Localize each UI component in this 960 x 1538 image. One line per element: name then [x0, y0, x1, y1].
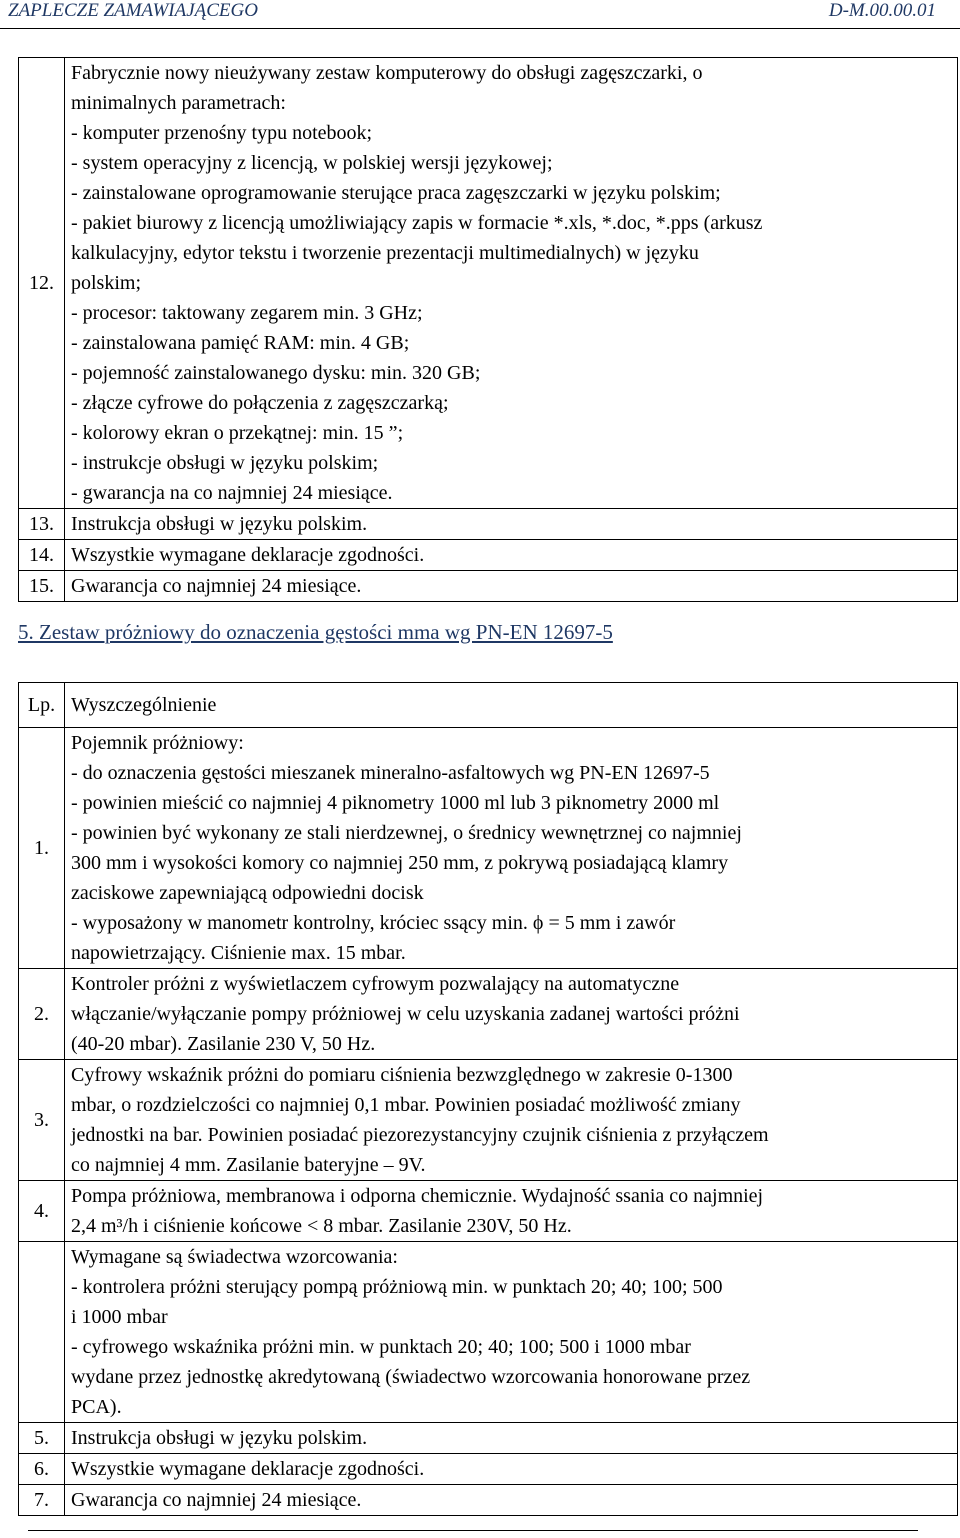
- description-line: 300 mm i wysokości komory co najmniej 250 mm, z pokrywą posiadającą klamry: [71, 852, 729, 874]
- row-description: [65, 728, 958, 969]
- description-line: Instrukcja obsługi w języku polskim.: [71, 513, 368, 535]
- table-header-row: [19, 683, 958, 728]
- description-line: - powinien mieścić co najmniej 4 piknometry 1000 ml lub 3 piknometry 2000 ml: [71, 792, 720, 814]
- description-line: - kolorowy ekran o przekątnej: min. 15 ”;: [71, 422, 404, 444]
- description-line: - wyposażony w manometr kontrolny, króciec ssący min. ϕ = 5 mm i zawór: [71, 912, 676, 934]
- header-title: ZAPLECZE ZAMAWIAJĄCEGO: [8, 0, 258, 21]
- document-code: D-M.00.00.01: [828, 0, 936, 21]
- table-row: [19, 540, 958, 571]
- header-lp: Lp.: [19, 683, 65, 728]
- row-number: [19, 1242, 65, 1423]
- description-line: - komputer przenośny typu notebook;: [71, 122, 373, 144]
- table-row: [19, 571, 958, 602]
- description-line: Gwarancja co najmniej 24 miesiące.: [71, 575, 362, 597]
- table-row: [19, 1060, 958, 1181]
- row-description: [65, 571, 958, 602]
- row-description: [65, 509, 958, 540]
- row-number: 14.: [19, 540, 65, 571]
- description-line: - pojemność zainstalowanego dysku: min. 320 GB;: [71, 362, 481, 384]
- row-description: [65, 1242, 958, 1423]
- row-description: [65, 1423, 958, 1454]
- row-description: [65, 540, 958, 571]
- description-line: jednostki na bar. Powinien posiadać piezorezystancyjny czujnik ciśnienia z przyłączem: [71, 1124, 769, 1146]
- description-line: minimalnych parametrach:: [71, 92, 286, 114]
- description-line: Instrukcja obsługi w języku polskim.: [71, 1427, 368, 1449]
- row-number: 1.: [19, 728, 65, 969]
- spec-table-vacuum-set: [18, 682, 958, 1516]
- row-description: [65, 1454, 958, 1485]
- row-description: [65, 1485, 958, 1516]
- description-line: mbar, o rozdzielczości co najmniej 0,1 mbar. Powinien posiadać możliwość zmiany: [71, 1094, 741, 1116]
- description-line: - pakiet biurowy z licencją umożliwiający zapis w formacie *.xls, *.doc, *.pps (arkusz: [71, 212, 763, 234]
- table-row: [19, 1423, 958, 1454]
- row-number: 15.: [19, 571, 65, 602]
- description-line: - cyfrowego wskaźnika próżni min. w punktach 20; 40; 100; 500 i 1000 mbar: [71, 1336, 691, 1358]
- row-number: 6.: [19, 1454, 65, 1485]
- description-line: co najmniej 4 mm. Zasilanie bateryjne – 9V.: [71, 1154, 426, 1176]
- description-line: - do oznaczenia gęstości mieszanek mineralno-asfaltowych wg PN-EN 12697-5: [71, 762, 710, 784]
- table-row: [19, 969, 958, 1060]
- table-row: [19, 728, 958, 969]
- description-line: zaciskowe zapewniającą odpowiedni docisk: [71, 882, 424, 904]
- table-row: [19, 58, 958, 509]
- description-line: - procesor: taktowany zegarem min. 3 GHz;: [71, 302, 423, 324]
- description-line: - powinien być wykonany ze stali nierdzewnej, o średnicy wewnętrznej co najmniej: [71, 822, 742, 844]
- table-row: [19, 1242, 958, 1423]
- page-header: [0, 0, 960, 29]
- description-line: Pompa próżniowa, membranowa i odporna chemicznie. Wydajność ssania co najmniej: [71, 1185, 764, 1207]
- description-line: polskim;: [71, 272, 142, 294]
- description-line: - gwarancja na co najmniej 24 miesiące.: [71, 482, 393, 504]
- row-number: 2.: [19, 969, 65, 1060]
- description-line: Kontroler próżni z wyświetlaczem cyfrowym pozwalający na automatyczne: [71, 973, 680, 995]
- description-line: (40-20 mbar). Zasilanie 230 V, 50 Hz.: [71, 1033, 376, 1055]
- spec-table-computer: [18, 57, 958, 602]
- description-line: Wszystkie wymagane deklaracje zgodności.: [71, 1458, 425, 1480]
- header-description: Wyszczególnienie: [65, 683, 958, 728]
- description-line: - zainstalowana pamięć RAM: min. 4 GB;: [71, 332, 410, 354]
- row-number: 7.: [19, 1485, 65, 1516]
- section-title: 5. Zestaw próżniowy do oznaczenia gęstości mma wg PN-EN 12697-5: [18, 620, 613, 644]
- description-line: włączanie/wyłączanie pompy próżniowej w celu uzyskania zadanej wartości próżni: [71, 1003, 740, 1025]
- row-description: [65, 1181, 958, 1242]
- description-line: i 1000 mbar: [71, 1306, 168, 1328]
- row-number: 3.: [19, 1060, 65, 1181]
- row-number: 5.: [19, 1423, 65, 1454]
- description-line: - zainstalowane oprogramowanie sterujące praca zagęszczarki w języku polskim;: [71, 182, 721, 204]
- description-line: - złącze cyfrowe do połączenia z zagęszczarką;: [71, 392, 449, 414]
- description-line: Gwarancja co najmniej 24 miesiące.: [71, 1489, 362, 1511]
- table-row: [19, 1454, 958, 1485]
- description-line: Wszystkie wymagane deklaracje zgodności.: [71, 544, 425, 566]
- table-row: [19, 509, 958, 540]
- description-line: 2,4 m³/h i ciśnienie końcowe < 8 mbar. Zasilanie 230V, 50 Hz.: [71, 1215, 572, 1237]
- description-line: kalkulacyjny, edytor tekstu i tworzenie prezentacji multimedialnych) w języku: [71, 242, 699, 264]
- description-line: - kontrolera próżni sterujący pompą próżniową min. w punktach 20; 40; 100; 500: [71, 1276, 723, 1298]
- description-line: - system operacyjny z licencją, w polskiej wersji językowej;: [71, 152, 553, 174]
- row-number: 12.: [19, 58, 65, 509]
- table-row: [19, 1485, 958, 1516]
- row-description: [65, 1060, 958, 1181]
- row-number: 13.: [19, 509, 65, 540]
- description-line: - instrukcje obsługi w języku polskim;: [71, 452, 379, 474]
- description-line: Fabrycznie nowy nieużywany zestaw komputerowy do obsługi zagęszczarki, o: [71, 62, 703, 84]
- description-line: Pojemnik próżniowy:: [71, 732, 244, 754]
- row-description: [65, 969, 958, 1060]
- footer-rule: [28, 1530, 918, 1531]
- description-line: Cyfrowy wskaźnik próżni do pomiaru ciśnienia bezwzględnego w zakresie 0-1300: [71, 1064, 733, 1086]
- description-line: PCA).: [71, 1396, 122, 1418]
- description-line: Wymagane są świadectwa wzorcowania:: [71, 1246, 398, 1268]
- row-number: 4.: [19, 1181, 65, 1242]
- description-line: napowietrzający. Ciśnienie max. 15 mbar.: [71, 942, 406, 964]
- table-row: [19, 1181, 958, 1242]
- description-line: wydane przez jednostkę akredytowaną (świadectwo wzorcowania honorowane przez: [71, 1366, 751, 1388]
- row-description: [65, 58, 958, 509]
